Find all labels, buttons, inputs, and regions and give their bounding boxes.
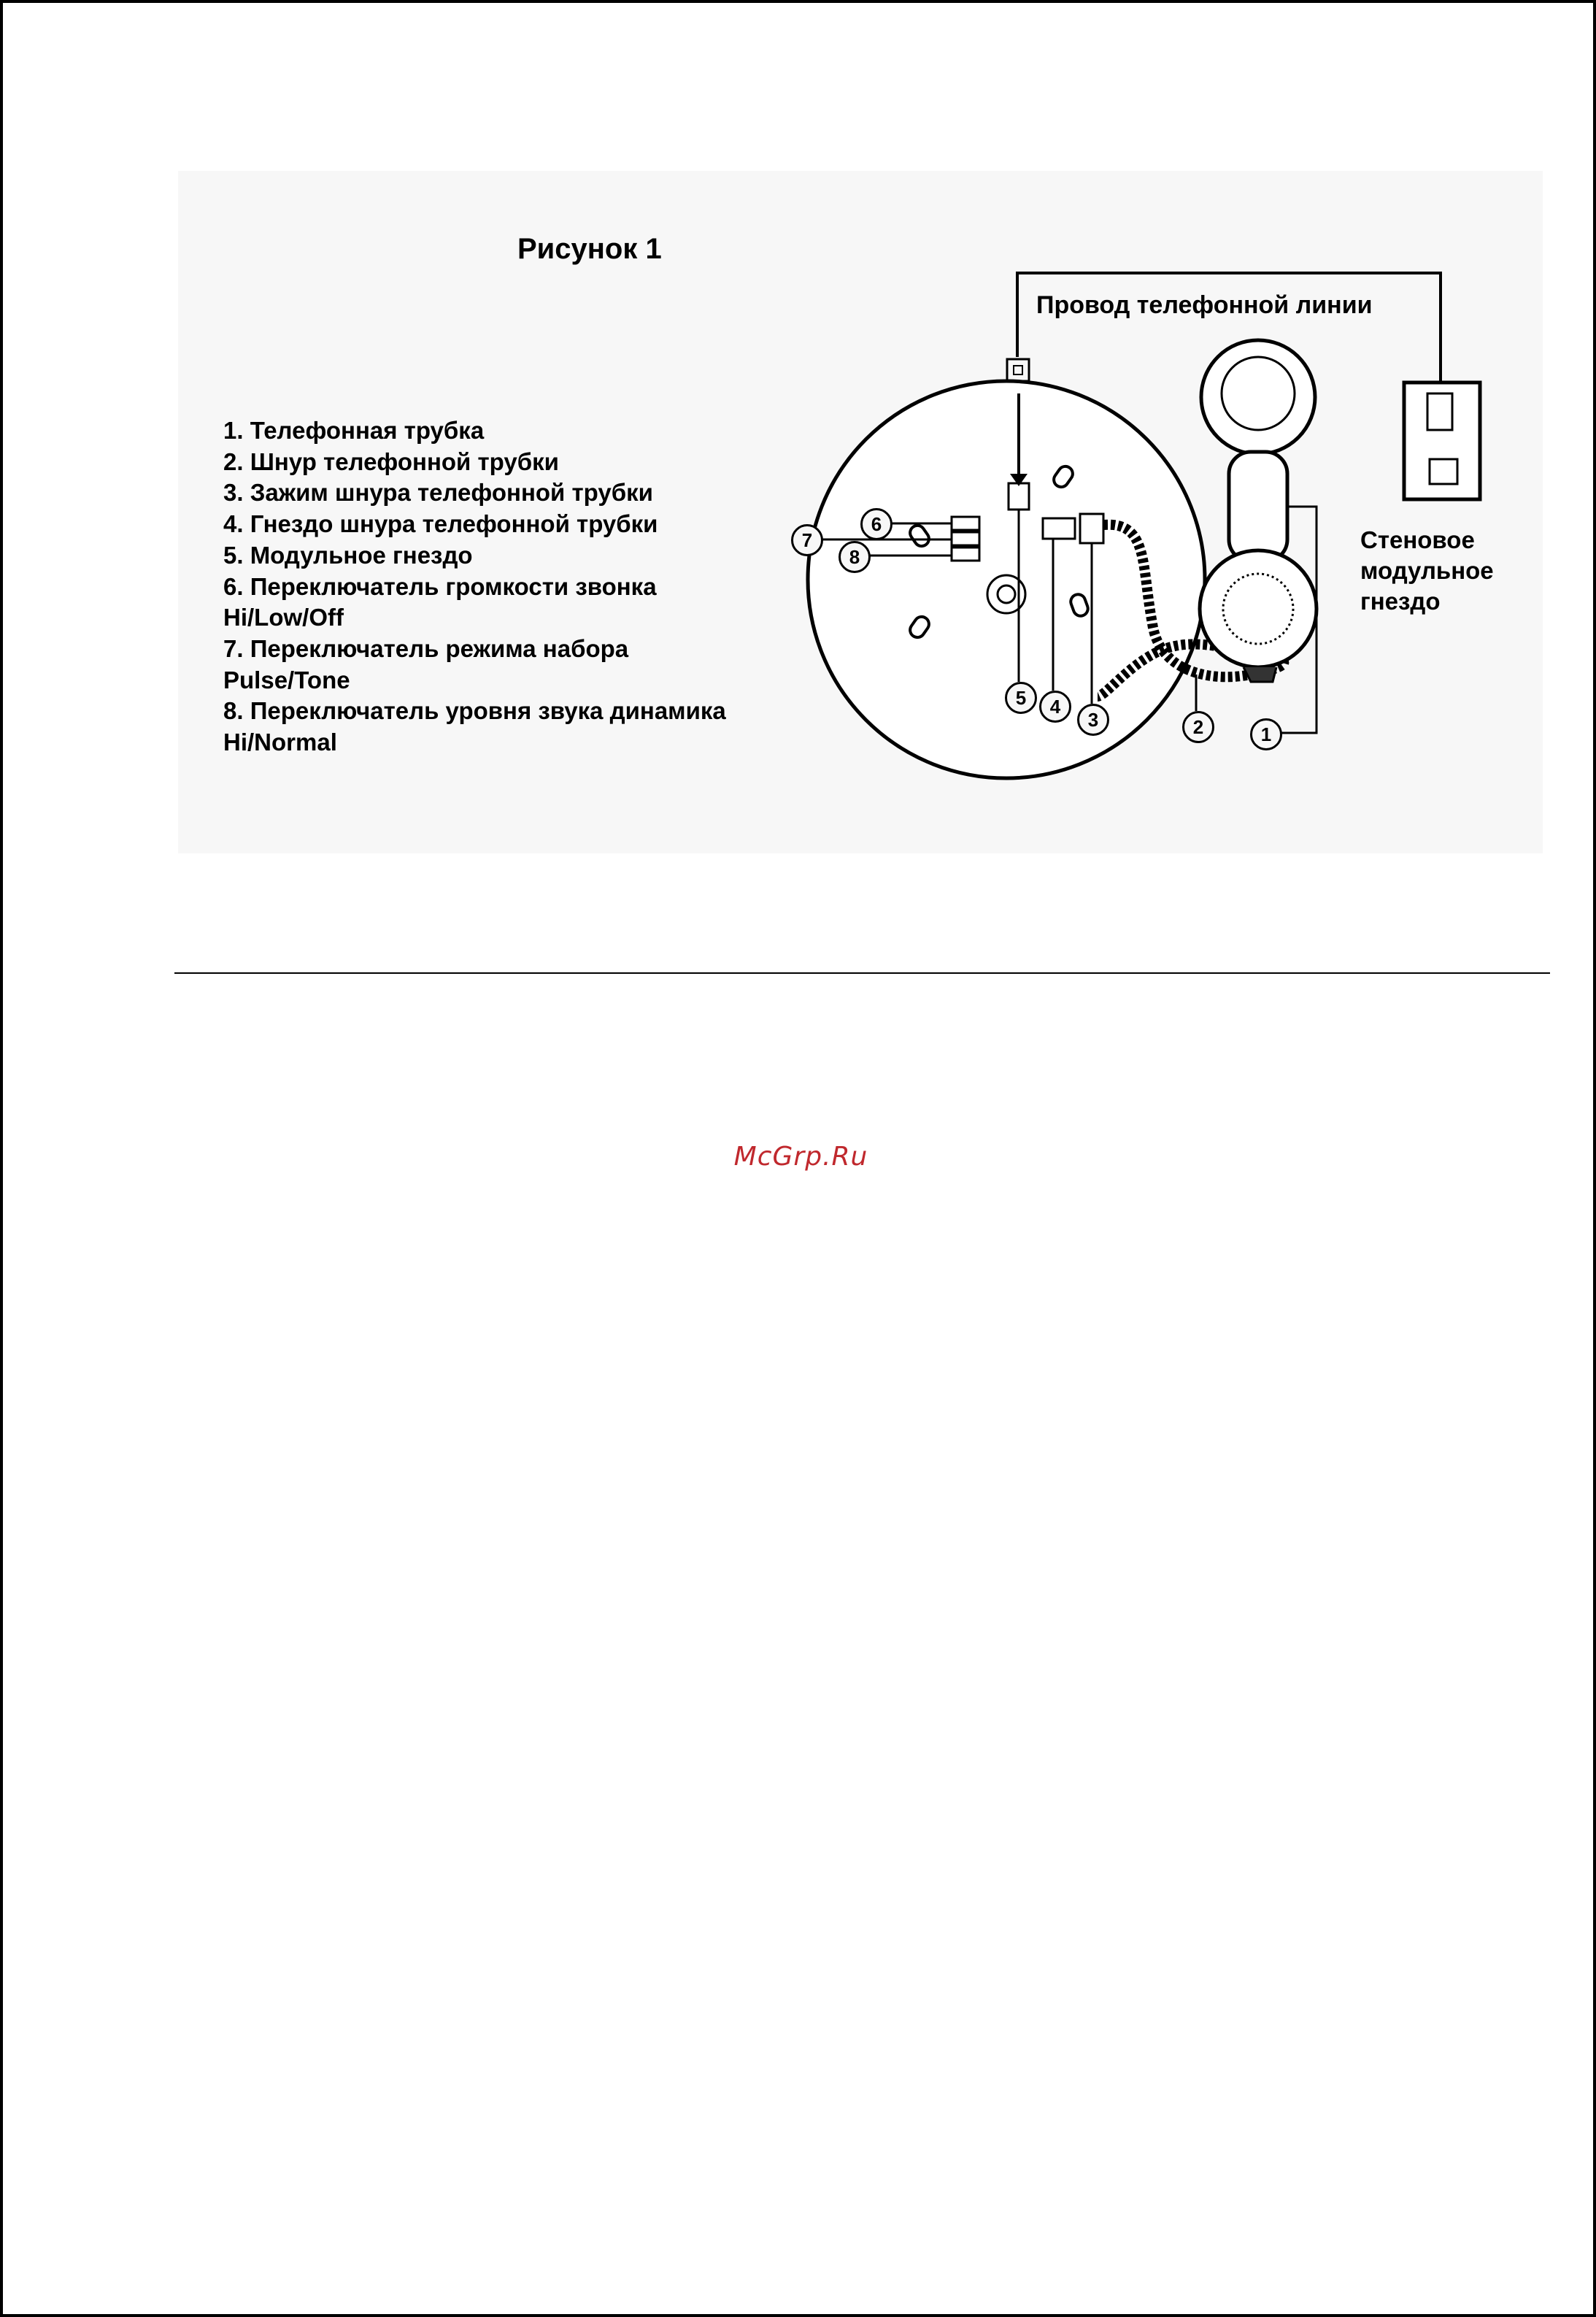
legend-item: 3. Зажим шнура телефонной трубки <box>223 479 653 507</box>
callout-2: 2 <box>1182 711 1214 743</box>
wall-socket-label <box>1360 525 1494 617</box>
callout-3: 3 <box>1077 704 1109 736</box>
callout-1: 1 <box>1250 718 1282 750</box>
handset-mouthpiece <box>1200 550 1316 667</box>
legend-item: 7. Переключатель режима набора <box>223 634 629 662</box>
wall-label-line: Стеновое <box>1360 526 1475 553</box>
callout-6: 6 <box>860 508 893 540</box>
legend-item: Hi/Low/Off <box>223 604 344 631</box>
callout-8: 8 <box>839 541 871 573</box>
figure-legend <box>223 415 726 758</box>
handset-grip <box>1229 452 1287 561</box>
legend-item: 6. Переключатель громкости звонка <box>223 572 657 600</box>
wall-label-line: модульное <box>1360 557 1494 584</box>
wall-label-line: гнездо <box>1360 588 1441 615</box>
watermark-link[interactable]: McGrp.Ru <box>733 1142 868 1172</box>
wall-socket <box>1404 383 1480 499</box>
legend-item: 2. Шнур телефонной трубки <box>223 447 559 475</box>
horizontal-rule <box>174 972 1550 974</box>
figure-1 <box>178 171 1543 853</box>
callout-7: 7 <box>791 524 823 556</box>
legend-item: 1. Телефонная трубка <box>223 417 485 444</box>
phone-base <box>808 381 1205 778</box>
callout-4: 4 <box>1039 691 1071 723</box>
line-plug <box>1007 359 1029 381</box>
legend-item: Hi/Normal <box>223 729 337 756</box>
legend-item: 4. Гнездо шнура телефонной трубки <box>223 510 658 538</box>
legend-item: 5. Модульное гнездо <box>223 541 473 569</box>
legend-item: Pulse/Tone <box>223 666 350 693</box>
callout-5: 5 <box>1005 682 1037 714</box>
legend-item: 8. Переключатель уровня звука динамика <box>223 697 726 725</box>
phone-line-label: Провод телефонной линии <box>1032 291 1377 320</box>
figure-title: Рисунок 1 <box>517 233 662 265</box>
